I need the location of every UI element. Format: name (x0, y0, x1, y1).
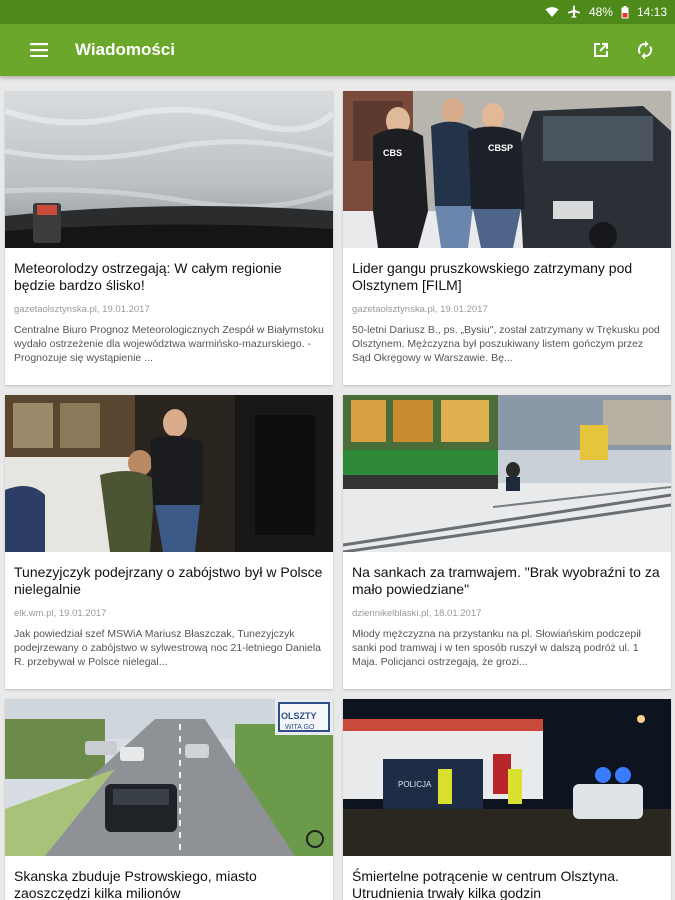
article-headline: Na sankach za tramwajem. "Brak wyobraźni to za mało powiedziane" (352, 564, 660, 597)
article-excerpt: Młody mężczyzna na przystanku na pl. Słowiańskim podczepił sanki pod tramwaj i w ten sposób ruszył w dalszą podróż ul. 1 Maja. Policjanci ostrzegają, że grozi... (352, 628, 641, 668)
open-external-button[interactable] (589, 38, 613, 62)
article-headline: Skanska zbuduje Pstrowskiego, miasto zaoszczędzi kilka milionów (14, 868, 257, 900)
article-image-arrest (343, 91, 671, 248)
sign-witamy-label: WITA GO (285, 724, 315, 731)
article-headline: Meteorolodzy ostrzegają: W całym regionie będzie bardzo ślisko! (14, 260, 282, 293)
news-card[interactable] (343, 91, 671, 385)
wifi-icon (545, 6, 559, 18)
news-grid (5, 91, 671, 900)
menu-button[interactable] (25, 36, 53, 64)
news-card[interactable] (5, 91, 333, 385)
news-card[interactable] (343, 699, 671, 900)
article-image-tram-sledding (343, 395, 671, 552)
refresh-button[interactable] (633, 38, 657, 62)
cbsp-label: CBSP (488, 143, 514, 153)
sign-olsztyn-label: OLSZTY (281, 711, 317, 721)
news-card[interactable] (5, 699, 333, 900)
article-source-date: gazetaolsztynska.pl, 19.01.2017 (14, 304, 150, 315)
police-label: POLICJA (398, 780, 432, 789)
refresh-icon (635, 40, 655, 60)
article-headline: Lider gangu pruszkowskiego zatrzymany pod Olsztynem [FILM] (352, 260, 633, 293)
article-headline: Śmiertelne potrącenie w centrum Olsztyna. Utrudnienia trwały kilka godzin (352, 868, 619, 900)
article-source-date: dziennikelblaski.pl, 18.01.2017 (352, 608, 482, 619)
app-title: Wiadomości (75, 40, 175, 59)
article-image-detained-suspect (5, 395, 333, 552)
status-bar (0, 0, 675, 24)
battery-percent: 48% (588, 5, 613, 19)
open-external-icon (591, 40, 611, 60)
article-excerpt: 50-letni Dariusz B., ps. „Bysiu", został zatrzymany w Trękusku pod Olsztynem. Mężczyzna był poszukiwany listem gończym przez Sąd Okręgowy w Warszawie. Bę... (352, 324, 660, 364)
article-image-accident-night (343, 699, 671, 856)
airplane-icon (567, 5, 581, 19)
article-image-road (5, 699, 333, 856)
menu-icon (30, 43, 48, 57)
article-excerpt: Centralne Biuro Prognoz Meteorologicznych Zespół w Białymstoku wydało ostrzeżenie dla województwa warmińsko-mazurskiego. - Prognozuje się wystąpienie ... (14, 324, 324, 364)
clock: 14:13 (636, 5, 667, 19)
battery-icon (621, 6, 629, 19)
app-bar (0, 24, 675, 76)
news-card[interactable] (343, 395, 671, 689)
cbs-label: CBS (383, 148, 403, 158)
article-headline: Tunezyjczyk podejrzany o zabójstwo był w Polsce nielegalnie (14, 564, 323, 597)
article-excerpt: Jak powiedział szef MSWiA Mariusz Błaszczak, Tunezyjczyk podejrzewany o zabójstwo w sylwestrową noc 21-letniego Daniela R. przebywał w Polsce nielegal... (14, 628, 321, 668)
article-source-date: elk.wm.pl, 19.01.2017 (14, 608, 107, 619)
article-source-date: gazetaolsztynska.pl, 19.01.2017 (352, 304, 488, 315)
news-card[interactable] (5, 395, 333, 689)
article-image-frosty-windshield (5, 91, 333, 248)
